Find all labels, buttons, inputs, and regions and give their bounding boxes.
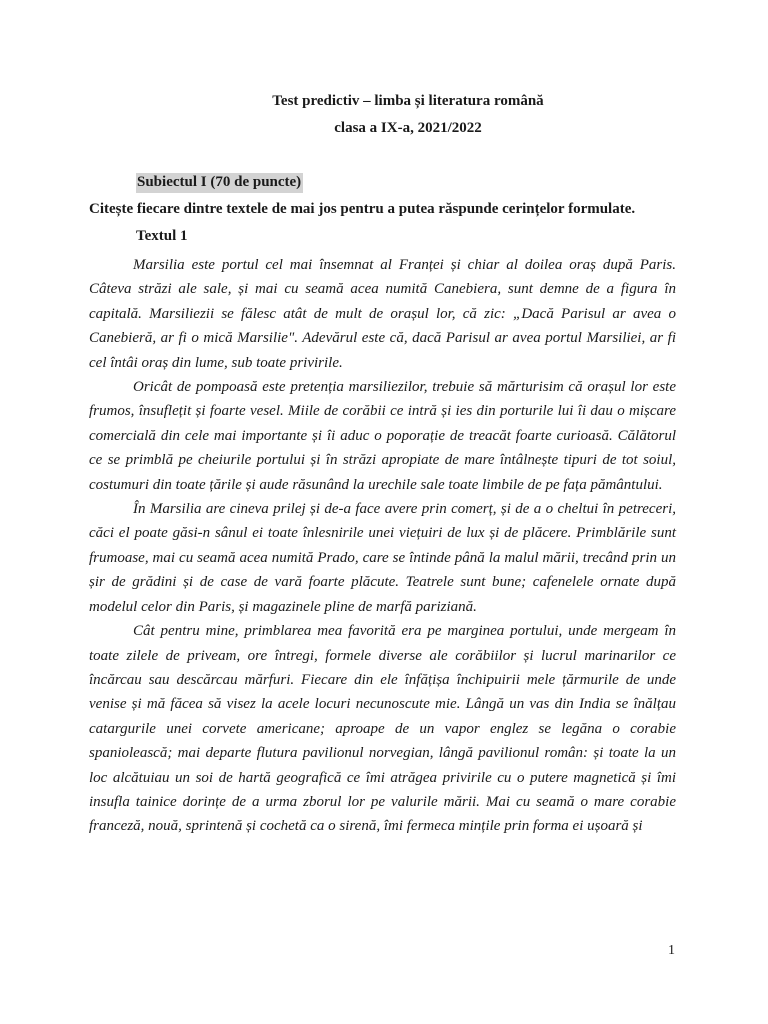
document-subtitle: clasa a IX-a, 2021/2022 [334,120,482,136]
page-number: 1 [668,943,675,958]
paragraph-3: În Marsilia are cineva prilej și de-a face avere prin comerț, și de a o cheltui în petreceri, căci el poate găsi-n sânul ei toate înlesnirile unei viețuiri de lux și de plăcere. Primblările sunt frumoase, mai cu seamă acea numită Prado, care se întinde până la malul mării, trecând prin un șir de grădini și de case de vară foarte plăcute. Teatrele sunt bune; cafenelele ornate după modelul celor din Paris, și magazinele pline de marfă pariziană. [89,501,676,615]
paragraph-2: Oricât de pompoasă este pretenția marsiliezilor, trebuie să mărturisim că orașul lor este frumos, însuflețit și foarte vesel. Miile de corăbii ce intră și ies din porturile lui îi dau o mișcare comercială din cele mai importante și îi aduc o poporație de treacăt foarte curioasă. Călătorul ce se primblă pe cheiurile portului și în străzi apropiate de mare întâlnește tipuri de tot soiul, costumuri din toate țările și aude răsunând la urechile sale toate limbile de pe fața pământului. [89,379,676,493]
paragraph-4: Cât pentru mine, primblarea mea favorită era pe marginea portului, unde mergeam în toate zilele de priveam, ore întregi, formele diverse ale corăbiilor și lucrul marinarilor ce încărcau sau descărcau mărfuri. Fiecare din ele înfățișa închipuirii mele țărmurile de unde venise și mă făcea să visez la acele locuri necunoscute mie. Lângă un vas din India se înălțau catargurile unei corvete americane; aproape de un vapor englez se legăna o corabie spaniolească; mai departe flutura pavilionul norvegian, lângă pavilionul român: și toate la un loc alcătuiau un soi de hartă geografică ce îmi atrăgea privirile cu o putere magnetică și îmi insufla tainice dorințe de a urma zborul lor pe valurile mării. Mai cu seamă o mare corabie franceză, nouă, sprintenă și cochetă ca o sirenă, îmi fermeca mințile prin forma ei ușoară și [89,623,676,835]
document-title: Test predictiv – limba și literatura română [272,93,544,109]
section-heading: Subiectul I (70 de puncte) [136,173,303,193]
paragraph-1: Marsilia este portul cel mai însemnat al Franței și chiar al doilea oraș după Paris. Câteva străzi ale sale, și mai cu seamă acea numită Canebiera, sunt demne de a figura în capitală. Marsiliezii se fălesc atât de mult de orașul lor, că zic: „Dacă Parisul ar avea o Canebieră, ar fi o mică Marsilie". Adevărul este că, dacă Parisul ar avea portul Marsiliei, ar fi cel întâi oraș din lume, sub toate privirile. [89,257,676,371]
instruction-text: Citește fiecare dintre textele de mai jos pentru a putea răspunde cerințelor formulate. [89,201,636,217]
text-label: Textul 1 [136,228,188,244]
text-body [89,253,676,839]
